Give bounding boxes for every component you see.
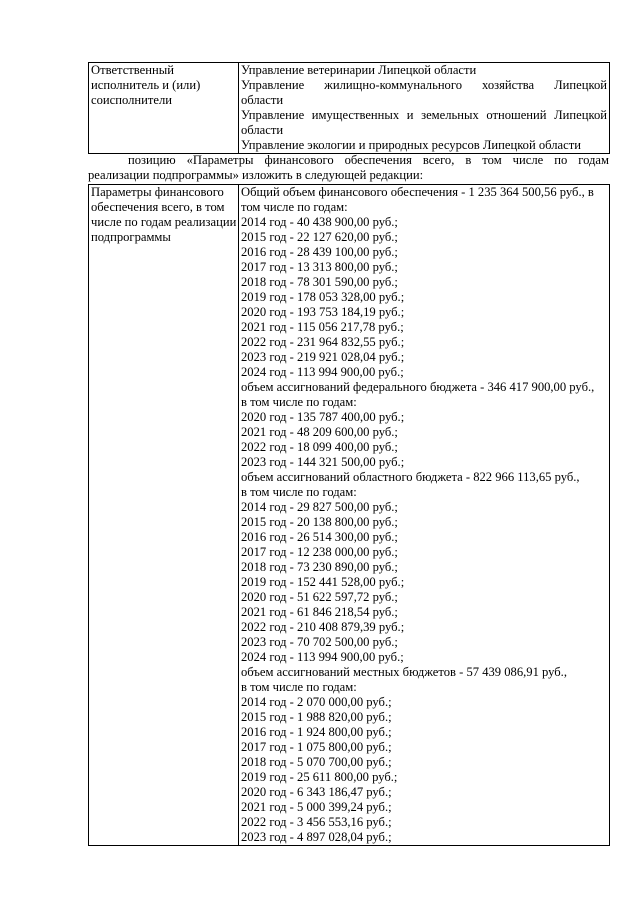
executor-line: Управление экологии и природных ресурсов Липецкой области	[241, 138, 581, 152]
financing-line: 2018 год - 73 230 890,00 руб.;	[241, 560, 398, 574]
financing-line: 2016 год - 26 514 300,00 руб.;	[241, 530, 398, 544]
financing-line: 2021 год - 48 209 600,00 руб.;	[241, 425, 398, 439]
row-label-line: Параметры финансового	[91, 185, 224, 199]
executor-line: области	[241, 123, 284, 137]
row-value-cell	[239, 185, 610, 846]
financing-line: 2015 год - 1 988 820,00 руб.;	[241, 710, 392, 724]
row-label-line: Ответственный	[91, 63, 174, 77]
financing-line: 2018 год - 78 301 590,00 руб.;	[241, 275, 398, 289]
financing-line: 2015 год - 20 138 800,00 руб.;	[241, 515, 398, 529]
financing-line: объем ассигнований федерального бюджета - 346 417 900,00 руб.,	[241, 380, 595, 394]
financing-line: объем ассигнований местных бюджетов - 57 439 086,91 руб.,	[241, 665, 567, 679]
financing-line: 2017 год - 12 238 000,00 руб.;	[241, 545, 398, 559]
financing-line: 2017 год - 1 075 800,00 руб.;	[241, 740, 392, 754]
financing-line: 2023 год - 4 897 028,04 руб.;	[241, 830, 392, 844]
executor-line: Управление жилищно-коммунального хозяйства Липецкой	[241, 78, 607, 92]
row-label-line: исполнитель и (или)	[91, 78, 201, 92]
executor-line: Управление имущественных и земельных отношений Липецкой	[241, 108, 607, 122]
financing-line: 2023 год - 144 321 500,00 руб.;	[241, 455, 405, 469]
financing-line: Общий объем финансового обеспечения - 1 235 364 500,56 руб., в	[241, 185, 594, 199]
financing-line: в том числе по годам:	[241, 680, 357, 694]
financing-line: 2022 год - 3 456 553,16 руб.;	[241, 815, 392, 829]
financing-line: 2022 год - 231 964 832,55 руб.;	[241, 335, 405, 349]
financing-parameters-table	[88, 184, 610, 846]
financing-line: 2021 год - 61 846 218,54 руб.;	[241, 605, 398, 619]
row-label-cell	[89, 185, 239, 846]
financing-line: 2019 год - 178 053 328,00 руб.;	[241, 290, 405, 304]
intro-line: реализации подпрограммы» изложить в следующей редакции:	[88, 168, 424, 182]
executor-line: области	[241, 93, 284, 107]
financing-line: 2022 год - 18 099 400,00 руб.;	[241, 440, 398, 454]
financing-line: 2020 год - 135 787 400,00 руб.;	[241, 410, 405, 424]
financing-line: 2017 год - 13 313 800,00 руб.;	[241, 260, 398, 274]
row-label-line: подпрограммы	[91, 230, 171, 244]
financing-line: 2021 год - 5 000 399,24 руб.;	[241, 800, 392, 814]
financing-line: 2016 год - 28 439 100,00 руб.;	[241, 245, 398, 259]
financing-line: 2014 год - 29 827 500,00 руб.;	[241, 500, 398, 514]
financing-line: 2019 год - 25 611 800,00 руб.;	[241, 770, 398, 784]
row-label-cell	[89, 63, 239, 154]
financing-line: 2015 год - 22 127 620,00 руб.;	[241, 230, 398, 244]
intro-line: позицию «Параметры финансового обеспечения всего, в том числе по годам	[128, 153, 609, 167]
financing-line: объем ассигнований областного бюджета - 822 966 113,65 руб.,	[241, 470, 580, 484]
financing-line: том числе по годам:	[241, 200, 348, 214]
financing-line: 2023 год - 70 702 500,00 руб.;	[241, 635, 398, 649]
financing-line: 2018 год - 5 070 700,00 руб.;	[241, 755, 392, 769]
row-label-line: обеспечения всего, в том	[91, 200, 225, 214]
table-row	[89, 185, 610, 846]
financing-line: 2022 год - 210 408 879,39 руб.;	[241, 620, 405, 634]
financing-line: 2020 год - 6 343 186,47 руб.;	[241, 785, 392, 799]
financing-line: 2014 год - 40 438 900,00 руб.;	[241, 215, 398, 229]
financing-line: 2024 год - 113 994 900,00 руб.;	[241, 365, 404, 379]
intro-paragraph	[88, 153, 609, 183]
financing-line: 2020 год - 193 753 184,19 руб.;	[241, 305, 405, 319]
financing-line: 2023 год - 219 921 028,04 руб.;	[241, 350, 405, 364]
financing-line: 2021 год - 115 056 217,78 руб.;	[241, 320, 404, 334]
row-label-line: числе по годам реализации	[91, 215, 237, 229]
financing-line: 2016 год - 1 924 800,00 руб.;	[241, 725, 392, 739]
row-value-cell	[239, 63, 610, 154]
responsible-executors-table	[88, 62, 610, 154]
financing-line: 2020 год - 51 622 597,72 руб.;	[241, 590, 398, 604]
financing-line: 2019 год - 152 441 528,00 руб.;	[241, 575, 405, 589]
financing-line: 2024 год - 113 994 900,00 руб.;	[241, 650, 404, 664]
financing-line: в том числе по годам:	[241, 395, 357, 409]
financing-line: 2014 год - 2 070 000,00 руб.;	[241, 695, 392, 709]
table-row	[89, 63, 610, 154]
row-label-line: соисполнители	[91, 93, 172, 107]
executor-line: Управление ветеринарии Липецкой области	[241, 63, 477, 77]
financing-line: в том числе по годам:	[241, 485, 357, 499]
